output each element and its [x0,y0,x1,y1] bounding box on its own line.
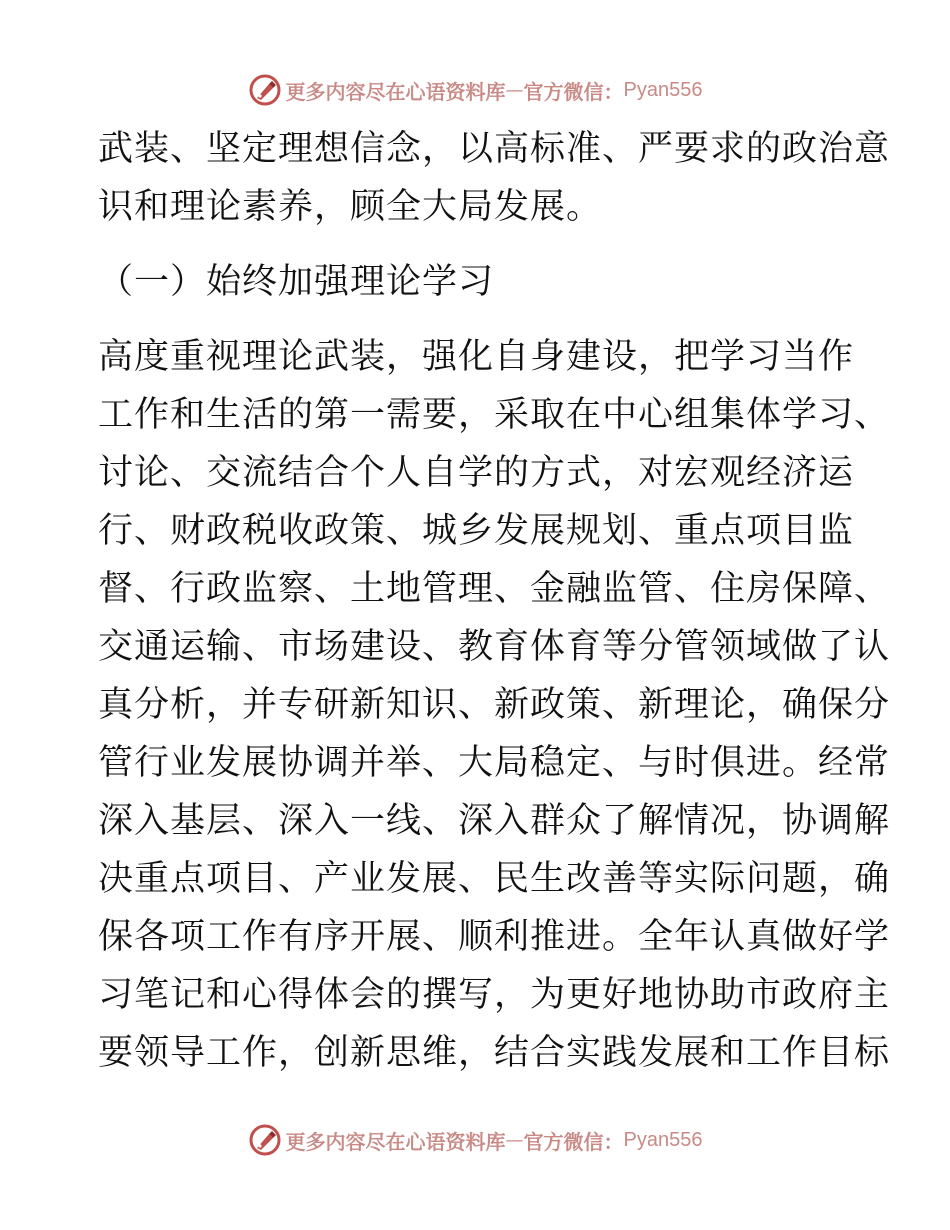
section-heading: （一）始终加强理论学习 [98,262,495,302]
paragraph-2-line: 行、财政税收政策、城乡发展规划、重点项目监 [98,511,855,551]
paragraph-2-line: 保各项工作有序开展、顺利推进。全年认真做好学 [98,917,891,957]
paragraph-2-line: 深入基层、深入一线、深入群众了解情况，协调解 [98,801,891,841]
paragraph-1-line: 识和理论素养，顾全大局发展。 [98,187,603,227]
paragraph-2-line: 习笔记和心得体会的撰写，为更好地协助市政府主 [98,975,891,1015]
paragraph-1 [98,120,891,236]
paragraph-1-line: 武装、坚定理想信念，以高标准、严要求的政治意 [98,129,891,169]
watermark-separator: — [505,79,524,101]
paragraph-2-line: 要领导工作，创新思维，结合实践发展和工作目标 [98,1033,891,1073]
paragraph-2-line: 决重点项目、产业发展、民生改善等实际问题，确 [98,859,891,899]
footer-watermark [0,1120,950,1160]
paragraph-2-line: 管行业发展协调并举、大局稳定、与时俱进。经常 [98,743,891,783]
paragraph-2-line: 高度重视理论武装，强化自身建设，把学习当作 [98,337,855,377]
watermark-site-text: 更多内容尽在心语资料库 [285,79,506,104]
watermark-wechat-id: Pyan556 [623,1128,703,1151]
paragraph-2-line: 讨论、交流结合个人自学的方式，对宏观经济运 [98,453,855,493]
paragraph-2-line: 督、行政监察、土地管理、金融监管、住房保障、 [98,569,891,609]
paragraph-2 [98,328,891,1082]
document-body [98,120,891,1082]
watermark-separator: — [505,1129,524,1151]
watermark-site-text: 更多内容尽在心语资料库 [285,1129,506,1154]
paragraph-2-line: 交通运输、市场建设、教育体育等分管领域做了认 [98,627,891,667]
pen-logo-icon [248,1123,282,1157]
paragraph-2-line: 真分析，并专研新知识、新政策、新理论，确保分 [98,685,891,725]
header-watermark [0,70,950,110]
pen-logo-icon [248,73,282,107]
watermark-official-label: 官方微信： [523,1129,624,1154]
watermark-wechat-id: Pyan556 [623,78,703,101]
paragraph-2-line: 工作和生活的第一需要，采取在中心组集体学习、 [98,395,891,435]
watermark-official-label: 官方微信： [523,79,624,104]
